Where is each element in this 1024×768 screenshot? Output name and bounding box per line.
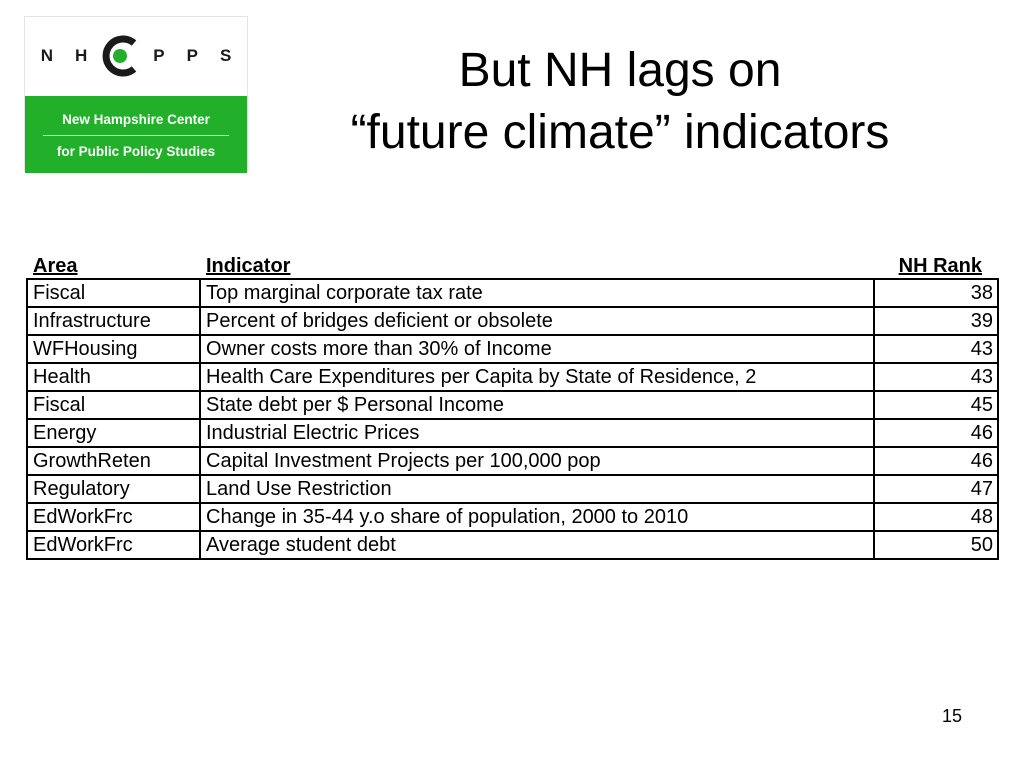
cell-indicator: Land Use Restriction <box>200 475 874 503</box>
logo-letter: N <box>40 46 53 65</box>
logo-letter: P <box>186 46 198 65</box>
cell-area: WFHousing <box>27 335 200 363</box>
cell-area: Infrastructure <box>27 307 200 335</box>
cell-area: Energy <box>27 419 200 447</box>
cell-rank: 50 <box>874 531 998 559</box>
cell-rank: 38 <box>874 279 998 307</box>
page-number: 15 <box>941 706 963 726</box>
cell-rank: 48 <box>874 503 998 531</box>
table-row <box>27 391 998 419</box>
cell-area: EdWorkFrc <box>27 503 200 531</box>
cell-indicator: Percent of bridges deficient or obsolete <box>200 307 874 335</box>
cell-indicator: Change in 35-44 y.o share of population, 2000 to 2010 <box>200 503 874 531</box>
nhcpps-logo <box>24 16 248 172</box>
table-header-row <box>27 249 998 279</box>
cell-area: Health <box>27 363 200 391</box>
logo-letter: S <box>219 46 232 65</box>
cell-area: Fiscal <box>27 279 200 307</box>
cell-area: GrowthReten <box>27 447 200 475</box>
logo-c-icon <box>97 33 143 79</box>
cell-indicator: Health Care Expenditures per Capita by State of Residence, 2 <box>200 363 874 391</box>
logo-letter: P <box>153 46 165 65</box>
cell-area: EdWorkFrc <box>27 531 200 559</box>
cell-rank: 45 <box>874 391 998 419</box>
table-row <box>27 447 998 475</box>
cell-indicator: Industrial Electric Prices <box>200 419 874 447</box>
table-row <box>27 503 998 531</box>
cell-area: Fiscal <box>27 391 200 419</box>
cell-indicator: Top marginal corporate tax rate <box>200 279 874 307</box>
slide-title <box>290 40 950 164</box>
cell-indicator: Average student debt <box>200 531 874 559</box>
cell-rank: 47 <box>874 475 998 503</box>
slide-title-line2: “future climate” indicators <box>350 106 890 159</box>
indicator-table <box>26 249 999 560</box>
cell-rank: 46 <box>874 447 998 475</box>
table-row <box>27 531 998 559</box>
header-area: Area <box>33 255 78 277</box>
table-row <box>27 475 998 503</box>
table-row <box>27 363 998 391</box>
cell-rank: 43 <box>874 363 998 391</box>
table-row <box>27 419 998 447</box>
logo-wordmark <box>25 17 247 95</box>
logo-org-name-line2: for Public Policy Studies <box>56 144 216 159</box>
cell-indicator: Capital Investment Projects per 100,000 pop <box>200 447 874 475</box>
slide-title-line1: But NH lags on <box>458 44 782 97</box>
cell-indicator: State debt per $ Personal Income <box>200 391 874 419</box>
header-nh-rank: NH Rank <box>898 255 982 277</box>
header-indicator: Indicator <box>206 255 291 277</box>
logo-divider <box>43 135 229 136</box>
logo-letter: H <box>74 46 88 65</box>
cell-area: Regulatory <box>27 475 200 503</box>
table-row <box>27 307 998 335</box>
table-row <box>27 335 998 363</box>
cell-rank: 43 <box>874 335 998 363</box>
cell-rank: 46 <box>874 419 998 447</box>
logo-org-name-line1: New Hampshire Center <box>62 112 210 127</box>
cell-indicator: Owner costs more than 30% of Income <box>200 335 874 363</box>
table-row <box>27 279 998 307</box>
logo-green-band <box>25 96 247 173</box>
cell-rank: 39 <box>874 307 998 335</box>
